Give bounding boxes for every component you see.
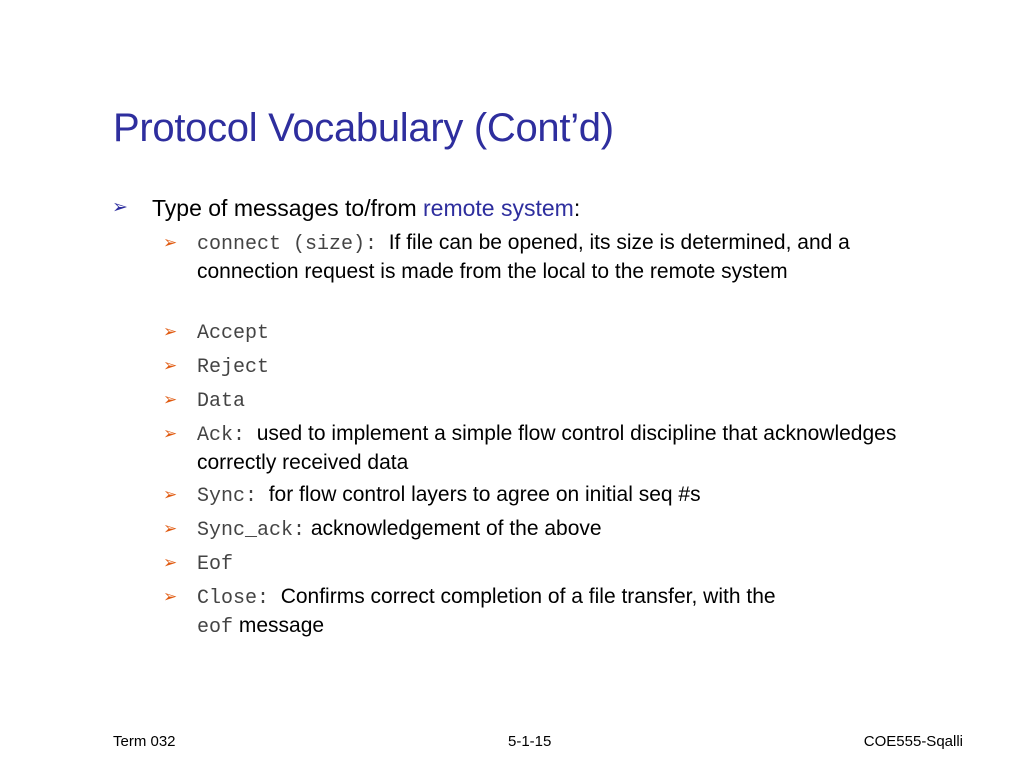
footer-left: Term 032 xyxy=(113,733,176,750)
message-code-inline: eof xyxy=(197,616,234,639)
list-item-text xyxy=(197,583,957,641)
arrow-bullet-icon: ➢ xyxy=(163,322,178,341)
arrow-bullet-icon: ➢ xyxy=(163,424,178,443)
arrow-bullet-icon: ➢ xyxy=(112,197,128,218)
arrow-bullet-icon: ➢ xyxy=(163,356,178,375)
bullet-text xyxy=(152,193,580,223)
message-description: used to implement a simple flow control discipline that acknowledges correctly received data xyxy=(197,422,897,474)
arrow-bullet-icon: ➢ xyxy=(163,390,178,409)
footer-center: 5-1-15 xyxy=(508,733,552,750)
message-code: Sync: xyxy=(197,485,258,508)
message-description: for flow control layers to agree on initial seq #s xyxy=(268,483,701,506)
list-item-text xyxy=(197,481,957,510)
arrow-bullet-icon: ➢ xyxy=(163,233,178,252)
message-code: Close: xyxy=(197,587,270,610)
message-description: acknowledgement of the above xyxy=(310,517,602,540)
bullet-prefix: Type of messages to/from xyxy=(152,195,424,221)
arrow-bullet-icon: ➢ xyxy=(163,519,178,538)
bullet-highlight: remote system xyxy=(423,195,574,221)
message-description: Confirms correct completion of a file transfer, with the xyxy=(280,585,776,608)
message-code: Ack: xyxy=(197,424,246,447)
list-item-text xyxy=(197,352,957,381)
message-code: Reject xyxy=(197,356,270,379)
list-item-text xyxy=(197,229,957,285)
message-code: connect (size): xyxy=(197,233,378,256)
message-code: Sync_ack: xyxy=(197,519,306,542)
message-description: If file can be opened, its size is determined, and a connection request is made from the local to the remote system xyxy=(197,231,850,283)
bullet-suffix: : xyxy=(573,195,581,221)
message-code: Accept xyxy=(197,322,270,345)
arrow-bullet-icon: ➢ xyxy=(163,485,178,504)
arrow-bullet-icon: ➢ xyxy=(163,587,178,606)
list-item-text xyxy=(197,515,957,544)
list-item-text xyxy=(197,420,957,476)
message-code: Data xyxy=(197,390,246,413)
message-description-tail: message xyxy=(238,614,325,637)
arrow-bullet-icon: ➢ xyxy=(163,553,178,572)
list-item-text xyxy=(197,386,957,415)
list-item-text xyxy=(197,549,957,578)
list-item-text xyxy=(197,318,957,347)
slide-title: Protocol Vocabulary (Cont’d) xyxy=(113,106,614,150)
message-code: Eof xyxy=(197,553,234,576)
footer-right: COE555-Sqalli xyxy=(863,733,963,750)
